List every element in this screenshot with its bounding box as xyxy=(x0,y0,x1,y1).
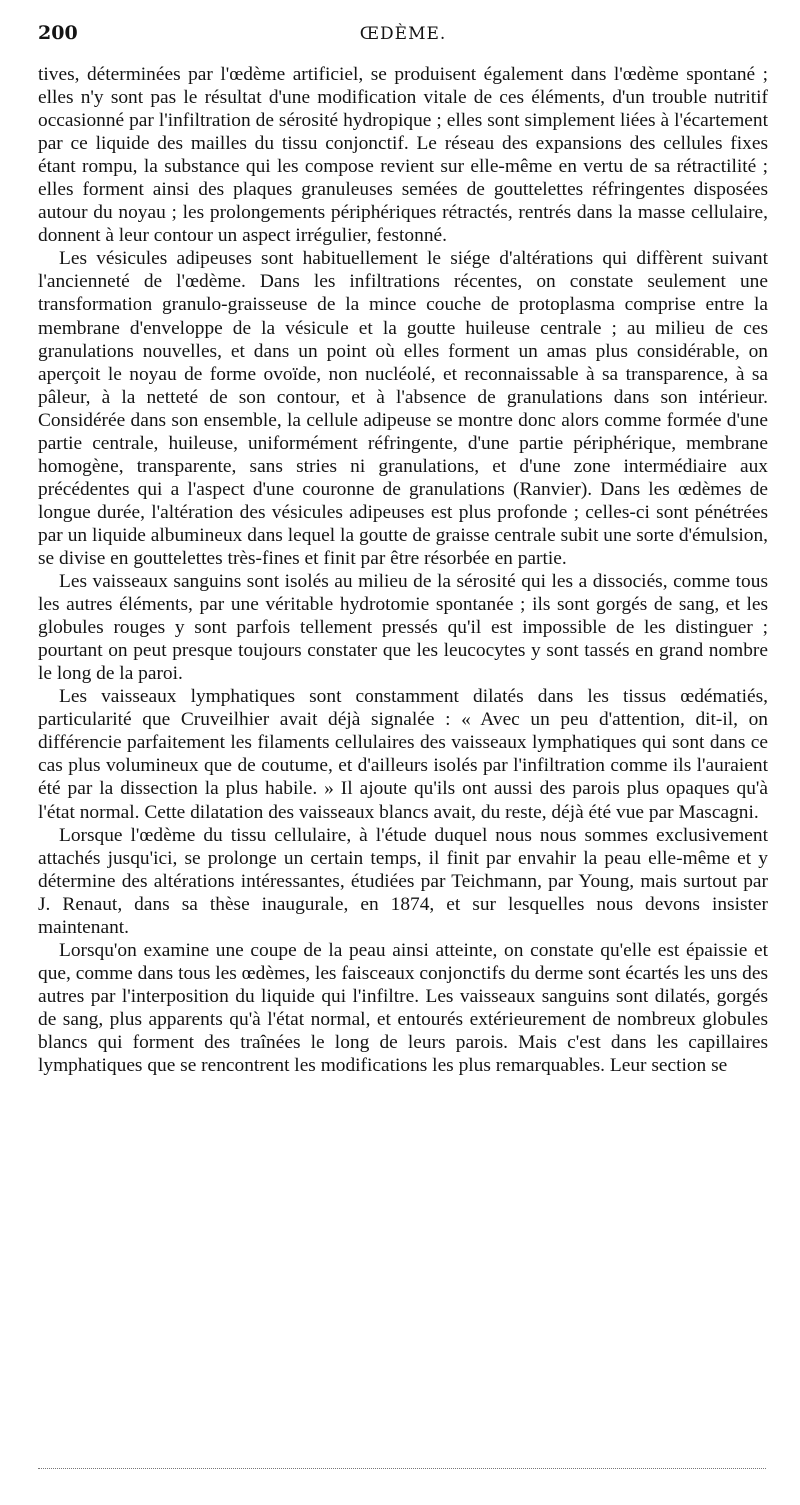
body-text xyxy=(38,63,768,1077)
page-header xyxy=(38,0,768,46)
page-number: 200 xyxy=(38,22,78,44)
paragraph: Les vésicules adipeuses sont habituellement le siége d'altérations qui diffèrent suivant l'ancienneté de l'œdème. Dans les infiltrations récentes, on constate seulement une transformation granulo-graisseuse de la mince couche de protoplasma comprise entre la membrane d'enveloppe de la vésicule et la goutte huileuse centrale ; au milieu de ces granulations nouvelles, et dans un point où elles forment un amas plus considérable, on aperçoit le noyau de forme ovoïde, non nucléolé, et reconnaissable à sa transparence, à sa pâleur, à la netteté de son contour, et à l'absence de granulations dans son intérieur. Considérée dans son ensemble, la cellule adipeuse se montre donc alors comme formée d'une partie centrale, huileuse, uniformément réfringente, d'une partie périphérique, membrane homogène, transparente, sans stries ni granulations, et d'une zone intermédiaire aux précédentes qui a l'aspect d'une couronne de granulations (Ranvier). Dans les œdèmes de longue durée, l'altération des vésicules adipeuses est plus profonde ; celles-ci sont pénétrées par un liquide albumineux dans lequel la goutte de graisse centrale subit une sorte d'émulsion, se divise en gouttelettes très-fines et finit par être résorbée en partie. xyxy=(38,248,768,569)
paragraph: Lorsque l'œdème du tissu cellulaire, à l'étude duquel nous nous sommes exclusivement attachés jusqu'ici, se prolonge un certain temps, il finit par envahir la peau elle-même et y détermine des altérations intéressantes, étudiées par Teichmann, par Young, mais surtout par J. Renaut, dans sa thèse inaugurale, en 1874, et sur lesquelles nous devons insister maintenant. xyxy=(38,824,768,938)
book-page xyxy=(38,0,768,1505)
paragraph: Lorsqu'on examine une coupe de la peau ainsi atteinte, on constate qu'elle est épaissie et que, comme dans tous les œdèmes, les faisceaux conjonctifs du derme sont écartés les uns des autres par l'interposition du liquide qui l'infiltre. Les vaisseaux sanguins sont dilatés, gorgés de sang, plus apparents qu'à l'état normal, et entourés extérieurement de nombreux globules blancs qui forment des traînées le long de leurs parois. Mais c'est dans les capillaires lymphatiques que se rencontrent les modifications les plus remarquables. Leur section se xyxy=(38,939,768,1077)
paragraph: tives, déterminées par l'œdème artificiel, se produisent également dans l'œdème spontané ; elles n'y sont pas le résultat d'une modification vitale de ces éléments, d'un trouble nutritif occasionné par l'infiltration de sérosité hydropique ; elles sont simplement liées à l'écartement par ce liquide des mailles du tissu conjonctif. Le réseau des expansions des cellules fixes étant rompu, la substance qui les compose revient sur elle-même en vertu de sa rétractilité ; elles forment ainsi des plaques granuleuses semées de gouttelettes réfringentes disposées autour du noyau ; les prolongements périphériques rétractés, rentrés dans la masse cellulaire, donnent à leur contour un aspect irrégulier, festonné. xyxy=(38,64,768,247)
paragraph: Les vaisseaux lymphatiques sont constamment dilatés dans les tissus œdématiés, particularité que Cruveilhier avait déjà signalée : « Avec un peu d'attention, dit-il, on différencie parfaitement les filaments cellulaires des vaisseaux lymphatiques qui sont dans ce cas plus volumineux que de coutume, et d'ailleurs isolés par l'infiltration comme ils l'auraient été par la dissection la plus habile. » Il ajoute qu'ils ont aussi des parois plus opaques qu'à l'état normal. Cette dilatation des vaisseaux blancs avait, du reste, déjà été vue par Mascagni. xyxy=(38,686,768,823)
running-title: ŒDÈME. xyxy=(359,24,447,44)
footer-rule xyxy=(38,1468,766,1469)
paragraph: Les vaisseaux sanguins sont isolés au milieu de la sérosité qui les a dissociés, comme tous les autres éléments, par une véritable hydrotomie spontanée ; ils sont gorgés de sang, et les globules rouges y sont parfois tellement pressés qu'il est impossible de les distinguer ; pourtant on peut presque toujours constater que les leucocytes y sont tassés en grand nombre le long de la paroi. xyxy=(38,571,768,685)
